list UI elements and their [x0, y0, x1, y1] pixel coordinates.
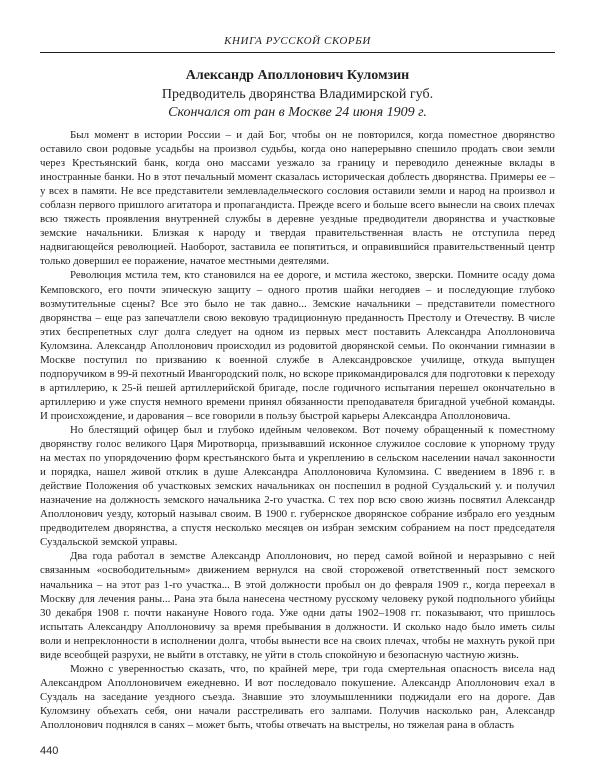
- article-subtitle: Предводитель дворянства Владимирской губ.: [161, 87, 434, 102]
- running-head: КНИГА РУССКОЙ СКОРБИ: [224, 35, 371, 47]
- page-number: 440: [40, 745, 59, 757]
- death-note: Скончался от ран в Москве 24 июня 1909 г.: [168, 105, 427, 120]
- paragraph: Революция мстила тем, кто становился на ее дороге, и мстила жестоко, зверски. Помните осаду дома Кемповского, его почти эпическую защиту – одного против шайки негодяев – и последующие глубоко возмутительные сцены? Все это было не так давно... Земские начальники – представители поместного дворянства – еще раз запечатлели свою вековую традиционную преданность Престолу и Отечеству. В числе этих беспрепетных слуг долга следует на одном из первых мест поставить Александра Аполлоновича Куломзина. Александр Аполлонович происходил из родовитой дворянской семьи. По окончании гимназии в Москве поступил по призванию к военной службе в Александровское училище, откуда выпущен подпоручиком в 99-й пехотный Ивангородский полк, но вскоре прикомандировался для подготовки к переходу в артиллерию, к 25-й пешей артиллерийской бригаде, после годичного испытания перешел окончательно в артиллерию и уже спустя немного времени принял обязанности преподавателя бригадной учебной команды. И происхождение, и дарования – все говорили в пользу быстрой карьеры Александра Аполлоновича.: [40, 269, 555, 422]
- paragraph: Два года работал в земстве Александр Аполлонович, но перед самой войной и неразрывно с ней связанным «освободительным» движением вернулся на свой сторожевой ответственный пост земского начальника – на этот раз 1-го участка... В этой должности пробыл он до февраля 1909 г., когда переехал в Москву для лечения раны... Рана эта была нанесена честному русскому человеку рукой подпольного убийцы 30 декабря 1908 г. почти накануне Нового года. Уже одни даты 1902–1908 гг. показывают, что пришлось испытать Александру Аполлоновичу за время пребывания в должности. И сколько надо было иметь силы воли и непреклонности в исполнении долга, чтобы вынести все на своих плечах, чтобы не махнуть рукой при виде всеобщей разрухи, не выйти в отставку, не уйти в столь спокойную и безопасную частную жизнь.: [40, 550, 555, 661]
- paragraph: Можно с уверенностью сказать, что, по крайней мере, три года смертельная опасность висела над Александром Аполлоновичем ежедневно. И вот последовало покушение. Александр Аполлонович ехал в Суздаль на заседание уездного съезда. Знавшие это злоумышленники поджидали его на дороге. Дав Куломзину объехать себя, они начали расстреливать его залпами. Получив насколько ран, Александр Аполлонович поднялся в санях – может быть, чтобы отвечать на выстрелы, но тяжелая рана в область: [40, 662, 555, 731]
- article-body: [40, 128, 555, 732]
- header-rule: [40, 52, 555, 53]
- article-title: Александр Аполлонович Куломзин: [185, 68, 410, 83]
- paragraph: Был момент в истории России – и дай Бог, чтобы он не повторился, когда поместное дворянство оставило свои родовые усадьбы на произвол судьбы, когда оно наперерывно спешило продать свои земли через Крестьянский банк, когда оно массами уезжало за границу и переводило денежные вклады в иностранные банки. Но в этот печальный момент сказалась историческая доблесть дворянства. Примеры ее – у всех в памяти. Не все представители землевладельческого сословия оставили земли и народ на произвол и соблазн первого пришлого агитатора и пропагандиста. Прежде всего и больше всего вынесли на своих плечах всю тяжесть проявления внутренней службы в деревне уездные предводители дворянства и участковые земские начальники. Близкая к народу и твердая правительственная власть не отступила перед надвигающейся революцией. Наоборот, заставила ее попятиться, и оправившийся правительственный центр только довершил ее поражение, начатое местными деятелями.: [40, 129, 555, 268]
- paragraph: Но блестящий офицер был и глубоко идейным человеком. Вот почему обращенный к поместному дворянству голос великого Царя Миротворца, призывавший исконное служилое сословие к упорному труду на местах по упорядочению форм крестьянского быта и укреплению в сельском населении начал законности и порядка, нашел живой отклик в душе Александра Аполлоновича Куломзина. С введением в 1896 г. в действие Положения об участковых земских начальниках он поспешил в родной Суздальский у. и получил назначение на должность земского начальника 2-го участка. С тех пор всю свою жизнь посвятил Александр Аполлонович уезду, который называл своим. В 1900 г. губернское дворянское собрание избрало его уездным предводителем дворянства, а спустя несколько месяцев он избран земским собранием на пост председателя Суздальской земской управы.: [40, 423, 555, 549]
